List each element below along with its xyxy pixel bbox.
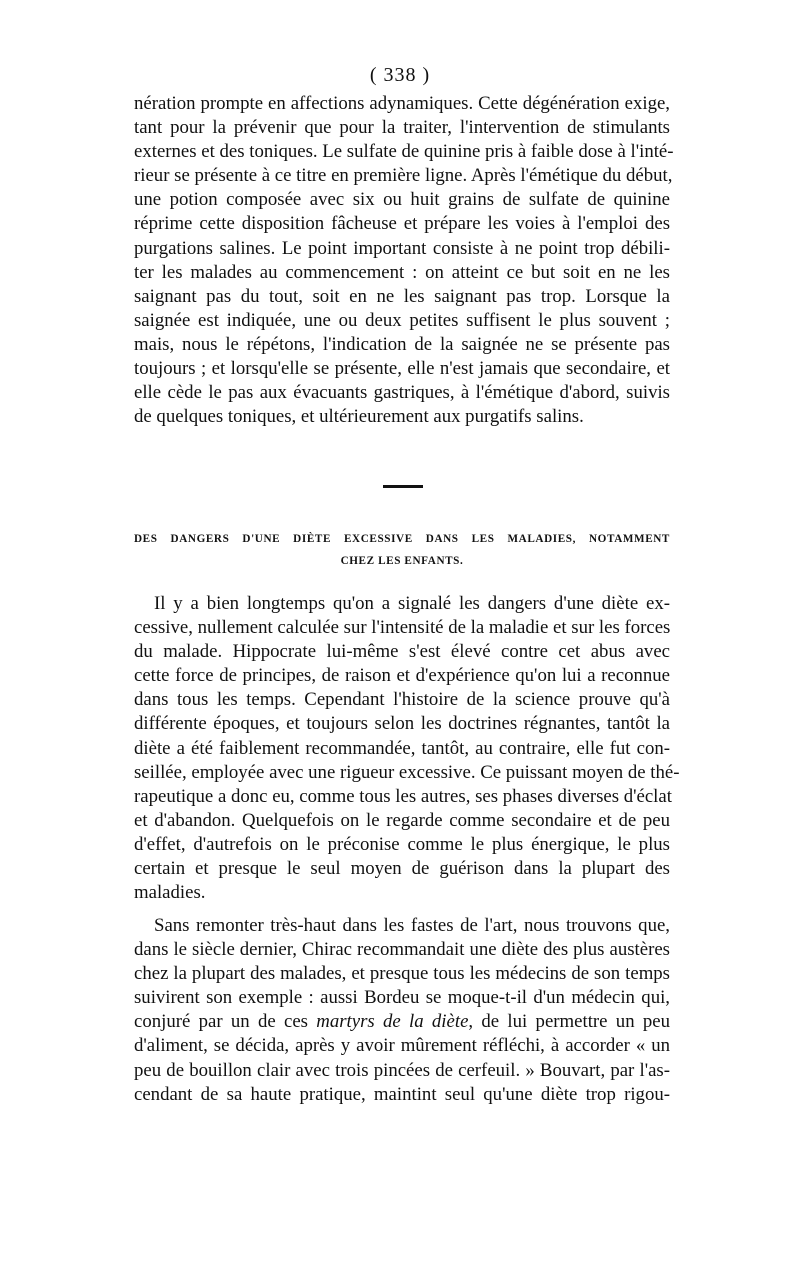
paragraph-1 <box>134 92 674 429</box>
text-line: cessive, nullement calculée sur l'intensité de la maladie et sur les forces <box>134 617 671 639</box>
section-divider <box>383 485 423 488</box>
text-run: , de lui permettre un peu <box>468 1011 670 1033</box>
text-line: dans tous les temps. Cependant l'histoire de la science prouve qu'à <box>134 689 670 711</box>
text-line: une potion composée avec six ou huit grains de sulfate de quinine <box>134 189 670 211</box>
text-line: rieur se présente à ce titre en première ligne. Après l'émétique du début, <box>134 165 673 187</box>
paragraph-2 <box>134 592 680 905</box>
section-heading-line: CHEZ LES ENFANTS. <box>340 555 464 567</box>
text-line: maladies. <box>134 882 206 904</box>
text-line: d'effet, d'autrefois on le préconise comme le plus énergique, le plus <box>134 833 670 855</box>
text-line: chez la plupart des malades, et presque tous les médecins de son temps <box>134 963 670 985</box>
text-line: de quelques toniques, et ultérieurement aux purgatifs salins. <box>134 406 584 428</box>
text-line <box>134 1010 670 1034</box>
paragraph-3 <box>134 914 670 1107</box>
text-line: certain et presque le seul moyen de guérison dans la plupart des <box>134 858 670 880</box>
text-line: Sans remonter très-haut dans les fastes de l'art, nous trouvons que, <box>154 915 670 936</box>
text-line: rapeutique a donc eu, comme tous les autres, ses phases diverses d'éclat <box>134 785 672 807</box>
text-line: purgations salines. Le point important consiste à ne point trop débili- <box>134 237 670 259</box>
text-line: tant pour la prévenir que pour la traiter, l'intervention de stimulants <box>134 117 670 139</box>
page-number: ( 338 ) <box>369 64 431 86</box>
text-line: peu de bouillon clair avec trois pincées de cerfeuil. » Bouvart, par l'as- <box>134 1059 670 1081</box>
text-line: ter les malades au commencement : on atteint ce but soit en ne les <box>134 261 670 283</box>
text-line: toujours ; et lorsqu'elle se présente, elle n'est jamais que secondaire, et <box>134 358 670 380</box>
text-line: cette force de principes, de raison et d'expérience qu'on lui a reconnue <box>134 665 670 687</box>
text-line: diète a été faiblement recommandée, tantôt, au contraire, elle fut con- <box>134 737 670 759</box>
section-heading <box>134 528 670 572</box>
text-line: seillée, employée avec une rigueur excessive. Ce puissant moyen de thé- <box>134 761 680 783</box>
text-line: et d'abandon. Quelquefois on le regarde comme secondaire et de peu <box>134 809 670 831</box>
text-line: d'aliment, se décida, après y avoir mûrement réfléchi, à accorder « un <box>134 1035 670 1057</box>
section-heading-line: DES DANGERS D'UNE DIÈTE EXCESSIVE DANS LES MALADIES, NOTAMMENT <box>134 533 670 545</box>
text-line: mais, nous le répétons, l'indication de la saignée ne se présente pas <box>134 333 670 355</box>
text-line: réprime cette disposition fâcheuse et prépare les voies à l'emploi des <box>134 213 670 235</box>
text-line: elle cède le pas aux évacuants gastriques, à l'émétique d'abord, suivis <box>134 382 670 404</box>
text-line: dans le siècle dernier, Chirac recommandait une diète des plus austères <box>134 939 670 961</box>
text-line: saignée est indiquée, une ou deux petites suffisent le plus souvent ; <box>134 309 670 331</box>
text-line: nération prompte en affections adynamiques. Cette dégénération exige, <box>134 93 670 114</box>
text-line: suivirent son exemple : aussi Bordeu se moque-t-il d'un médecin qui, <box>134 987 670 1009</box>
italic-phrase: martyrs de la diète <box>316 1011 469 1033</box>
text-line: différente époques, et toujours selon les doctrines régnantes, tantôt la <box>134 713 670 735</box>
text-line: externes et des toniques. Le sulfate de quinine pris à faible dose à l'inté- <box>134 141 674 163</box>
text-line: Il y a bien longtemps qu'on a signalé les dangers d'une diète ex- <box>154 593 670 614</box>
text-line: saignant pas du tout, soit en ne les saignant pas trop. Lorsque la <box>134 285 670 307</box>
text-run: conjuré par un de ces <box>134 1011 317 1033</box>
text-line: du malade. Hippocrate lui-même s'est élevé contre cet abus avec <box>134 641 670 663</box>
text-line: cendant de sa haute pratique, maintint seul qu'une diète trop rigou- <box>134 1083 670 1105</box>
